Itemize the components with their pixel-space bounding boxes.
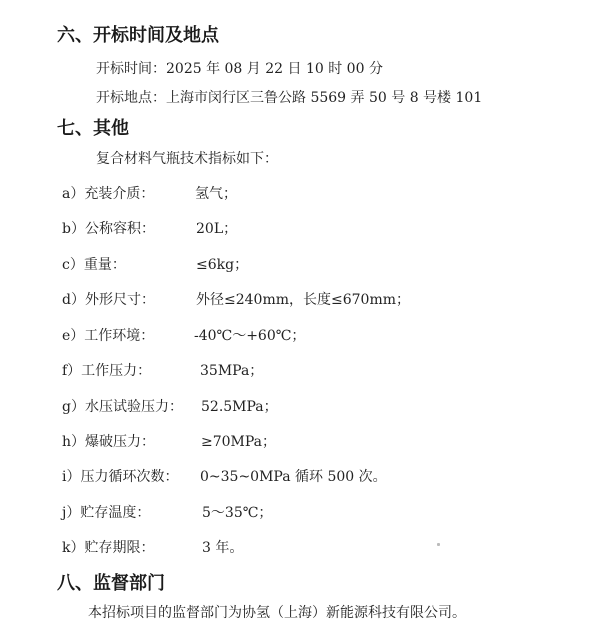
spec-item [62, 537, 542, 557]
section-seven-heading: 七、其他 [57, 118, 129, 139]
spec-value: 5～35℃； [202, 505, 273, 521]
spec-value: 3 年。 [202, 540, 244, 556]
spec-label: k）贮存期限： [62, 540, 155, 556]
spec-label: h）爆破压力： [62, 434, 156, 450]
spec-label: j）贮存温度： [62, 505, 151, 521]
spec-item [62, 218, 542, 238]
spec-value: 0~35~0MPa 循环 500 次。 [200, 469, 387, 485]
spec-item [62, 289, 542, 309]
supervision-text: 本招标项目的监督部门为协氢（上海）新能源科技有限公司。 [88, 605, 466, 621]
spec-label: g）水压试验压力： [62, 399, 183, 415]
spec-value: 35MPa； [200, 363, 264, 379]
spec-item [62, 254, 542, 274]
spec-value: 外径≤240mm，长度≤670mm； [196, 292, 411, 308]
spec-item [62, 431, 542, 451]
spec-item [62, 183, 542, 203]
spec-label: b）公称容积： [62, 221, 155, 237]
spec-value: 氢气； [195, 186, 237, 202]
spec-item [62, 466, 542, 486]
section-eight-heading: 八、监督部门 [57, 573, 165, 594]
scan-speck [437, 543, 440, 546]
spec-item [62, 502, 542, 522]
spec-value: ≤6kg； [196, 257, 249, 273]
spec-label: e）工作环境： [62, 328, 155, 344]
spec-item [62, 325, 542, 345]
spec-item [62, 396, 542, 416]
spec-value: -40℃～+60℃； [194, 328, 306, 344]
spec-label: f）工作压力： [62, 363, 152, 379]
spec-value: 20L； [196, 221, 238, 237]
section-six-heading: 六、开标时间及地点 [57, 25, 219, 46]
spec-value: 52.5MPa； [201, 399, 278, 415]
spec-intro: 复合材料气瓶技术指标如下： [96, 151, 278, 167]
spec-label: a）充装介质： [62, 186, 155, 202]
spec-value: ≥70MPa； [201, 434, 277, 450]
spec-label: d）外形尺寸： [62, 292, 155, 308]
spec-label: i）压力循环次数： [62, 469, 179, 485]
spec-label: c）重量： [62, 257, 126, 273]
bid-opening-time: 开标时间：2025 年 08 月 22 日 10 时 00 分 [96, 61, 383, 77]
spec-item [62, 360, 542, 380]
bid-opening-place: 开标地点：上海市闵行区三鲁公路 5569 弄 50 号 8 号楼 101 [96, 90, 483, 106]
